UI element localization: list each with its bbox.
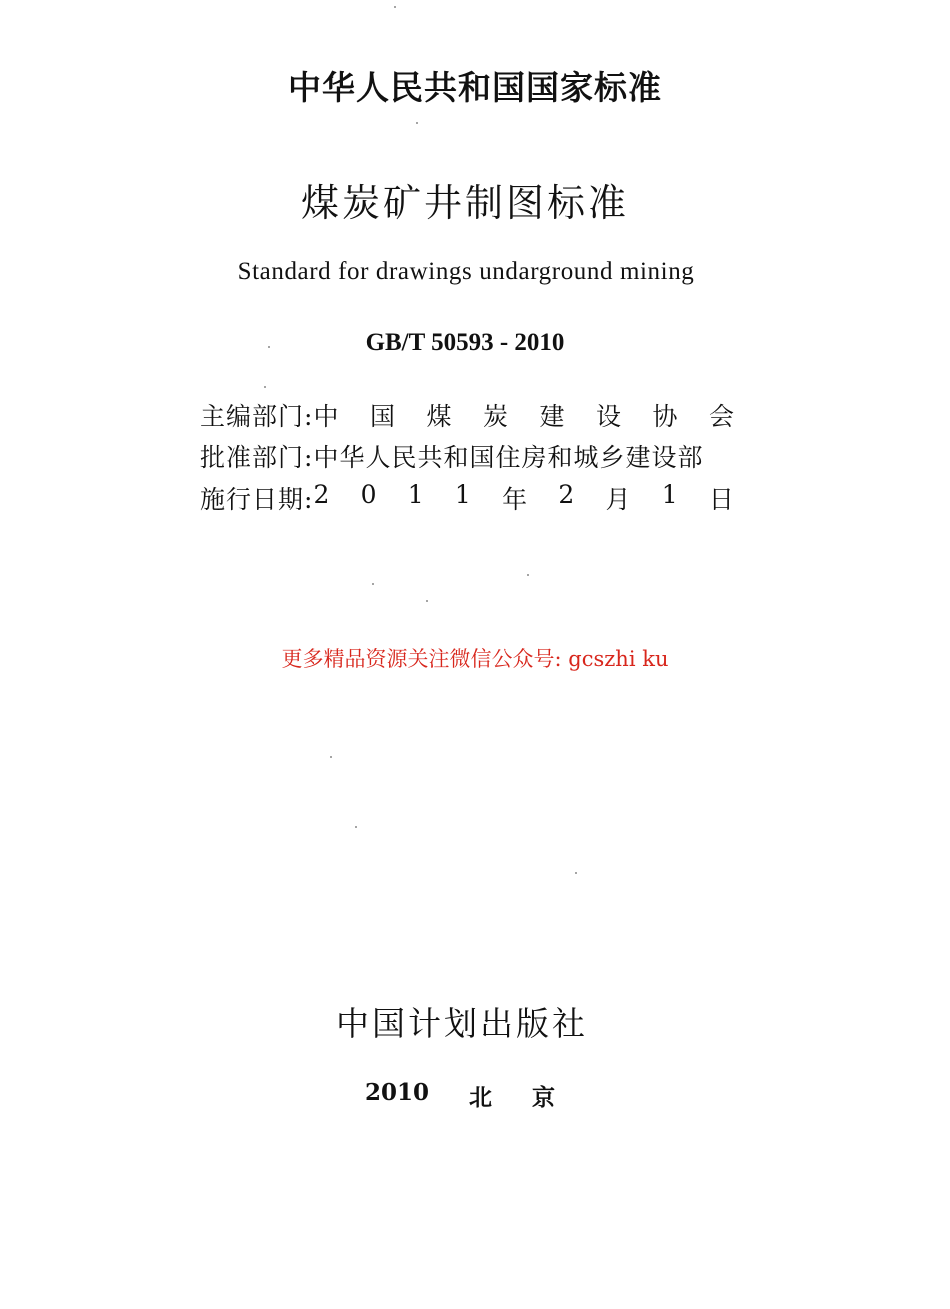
approver-department-row — [200, 439, 734, 473]
wechat-promo-note: 更多精品资源关注微信公众号: gcszhi ku — [281, 647, 669, 671]
date-char: 2 — [558, 480, 575, 509]
date-char: 1 — [661, 480, 678, 509]
scan-speck — [527, 574, 529, 576]
scan-speck — [264, 386, 266, 388]
editor-char: 设 — [595, 402, 621, 431]
scan-speck — [372, 583, 374, 585]
document-title-chinese: 煤炭矿井制图标准 — [300, 181, 629, 225]
editor-char: 煤 — [426, 402, 452, 431]
publication-city-char: 京 — [531, 1084, 555, 1111]
date-char: 2 — [313, 480, 330, 509]
date-char: 年 — [502, 485, 528, 514]
date-char: 月 — [605, 485, 631, 514]
scan-speck — [416, 122, 418, 124]
publisher-name: 中国计划出版社 — [336, 1004, 588, 1043]
editor-char: 建 — [539, 402, 565, 431]
approver-department-label: 批准部门: — [200, 443, 314, 472]
document-title-english: Standard for drawings undarground mining — [237, 258, 695, 285]
publication-year: 2010 — [365, 1079, 430, 1106]
effective-date-value — [313, 480, 734, 516]
date-char: 1 — [454, 480, 471, 509]
editor-char: 中 — [313, 402, 339, 431]
publication-year-city — [365, 1079, 555, 1112]
date-char: 日 — [708, 485, 734, 514]
editor-department-row — [200, 398, 734, 432]
scan-speck — [355, 826, 357, 828]
approver-department-value: 中华人民共和国住房和城乡建设部 — [313, 443, 704, 472]
date-char: 0 — [360, 480, 377, 509]
editor-department-value — [313, 397, 734, 433]
scan-speck — [330, 756, 332, 758]
effective-date-row — [200, 481, 734, 515]
editor-char: 协 — [652, 402, 678, 431]
standard-code: GB/T 50593 - 2010 — [365, 329, 565, 356]
scan-speck — [575, 872, 577, 874]
editor-char: 炭 — [482, 402, 508, 431]
scan-speck — [268, 346, 270, 348]
date-char: 1 — [407, 480, 424, 509]
effective-date-label: 施行日期: — [200, 485, 314, 514]
national-standard-heading: 中华人民共和国国家标准 — [288, 68, 662, 107]
editor-char: 会 — [708, 402, 734, 431]
editor-department-label: 主编部门: — [200, 402, 314, 431]
publication-city-char: 北 — [469, 1084, 492, 1111]
scan-speck — [394, 6, 396, 8]
editor-char: 国 — [369, 402, 395, 431]
scan-speck — [426, 600, 428, 602]
